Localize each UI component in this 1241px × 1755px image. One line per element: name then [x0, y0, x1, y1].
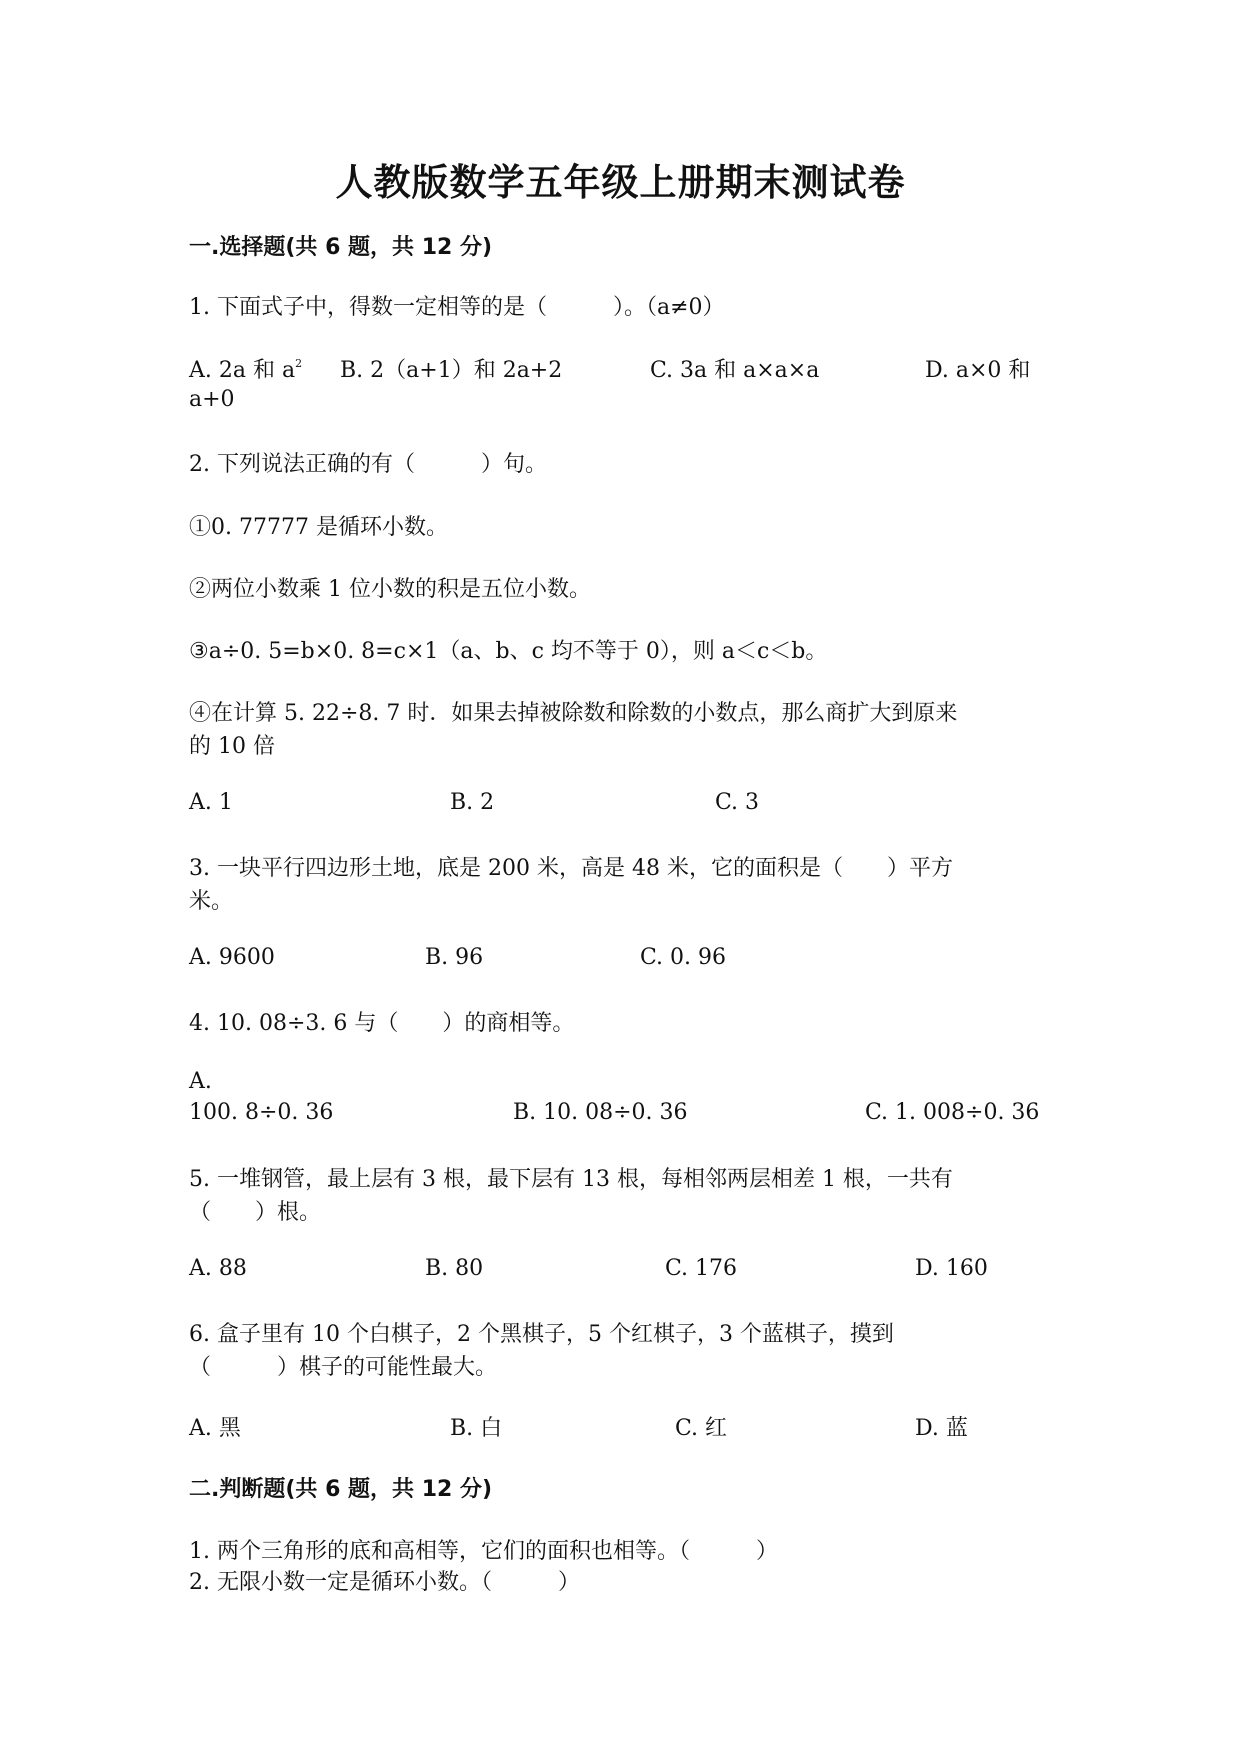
q2-option-c: C. 3: [715, 790, 760, 815]
question-6-stem: 6. 盒子里有 10 个白棋子，2 个黑棋子，5 个红棋子，3 个蓝棋子，摸到: [189, 1322, 894, 1347]
q3-option-a: A. 9600: [189, 945, 275, 970]
q2-statement-1: ①0. 77777 是循环小数。: [189, 515, 448, 540]
q6-option-c: C. 红: [675, 1416, 728, 1441]
q4-option-b: B. 10. 08÷0. 36: [513, 1100, 688, 1125]
q2-statement-2: ②两位小数乘 1 位小数的积是五位小数。: [189, 577, 591, 602]
q6-option-b: B. 白: [450, 1416, 503, 1441]
q1-option-b: B. 2（a+1）和 2a+2: [340, 358, 563, 383]
q3-option-c: C. 0. 96: [640, 945, 727, 970]
q6-option-a: A. 黑: [189, 1416, 241, 1441]
q2-statement-4: ④在计算 5. 22÷8. 7 时．如果去掉被除数和除数的小数点，那么商扩大到原来: [189, 701, 958, 726]
section-heading-choice: 一.选择题(共 6 题，共 12 分): [189, 235, 493, 260]
judgment-question-2: 2. 无限小数一定是循环小数。（ ）: [189, 1570, 580, 1595]
q1-option-a: [189, 353, 302, 384]
question-5-stem-cont: （ ）根。: [189, 1200, 322, 1225]
question-6-stem-cont: （ ）棋子的可能性最大。: [189, 1355, 498, 1380]
question-2-stem: 2. 下列说法正确的有（ ）句。: [189, 452, 547, 477]
question-3-stem: 3. 一块平行四边形土地，底是 200 米，高是 48 米，它的面积是（ ）平方: [189, 856, 953, 881]
q3-option-b: B. 96: [425, 945, 484, 970]
question-5-stem: 5. 一堆钢管，最上层有 3 根，最下层有 13 根，每相邻两层相差 1 根，一共有: [189, 1167, 953, 1192]
q2-statement-3: ③a÷0. 5=b×0. 8=c×1（a、b、c 均不等于 0），则 a＜c＜b。: [189, 639, 828, 664]
q5-option-c: C. 176: [665, 1256, 738, 1281]
question-1-stem: 1. 下面式子中，得数一定相等的是（ ）。（a≠0）: [189, 295, 725, 320]
section-heading-judgment: 二.判断题(共 6 题，共 12 分): [189, 1477, 493, 1502]
q1-option-a-text: A. 2a 和 a: [189, 358, 296, 383]
q1-option-d-cont: a+0: [189, 387, 235, 412]
q4-option-a: 100. 8÷0. 36: [189, 1100, 334, 1125]
q5-option-b: B. 80: [425, 1256, 484, 1281]
page-title: 人教版数学五年级上册期末测试卷: [335, 160, 906, 204]
q5-option-d: D. 160: [915, 1256, 988, 1281]
question-4-stem: 4. 10. 08÷3. 6 与（ ）的商相等。: [189, 1011, 575, 1036]
q2-option-b: B. 2: [450, 790, 495, 815]
judgment-question-1: 1. 两个三角形的底和高相等，它们的面积也相等。（ ）: [189, 1539, 778, 1564]
q4-option-c: C. 1. 008÷0. 36: [865, 1100, 1040, 1125]
question-3-stem-cont: 米。: [189, 889, 234, 914]
q1-option-d: D. a×0 和: [925, 358, 1031, 383]
q2-option-a: A. 1: [189, 790, 233, 815]
q6-option-d: D. 蓝: [915, 1416, 968, 1441]
q2-statement-4-cont: 的 10 倍: [189, 734, 275, 759]
q1-option-c: C. 3a 和 a×a×a: [650, 358, 820, 383]
q5-option-a: A. 88: [189, 1256, 247, 1281]
q1-option-a-exponent: 2: [295, 357, 303, 370]
q4-option-a-label: A.: [189, 1069, 212, 1094]
